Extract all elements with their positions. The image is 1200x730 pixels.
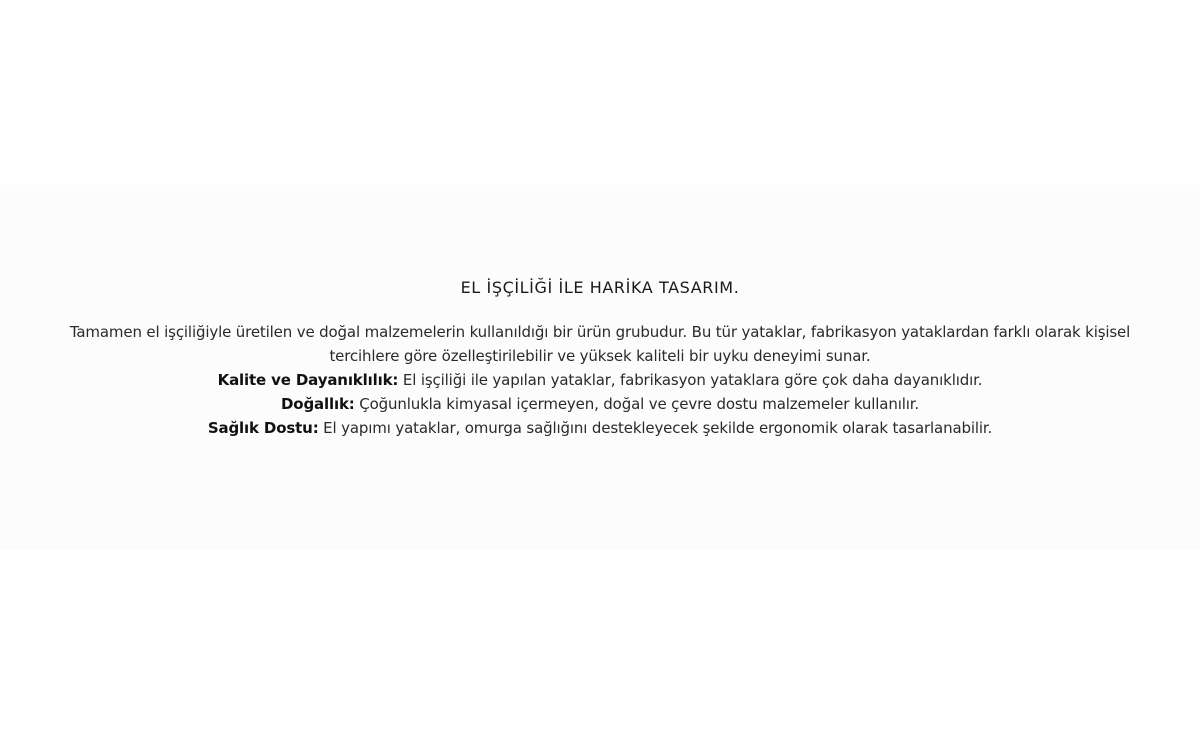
feature-naturalness-text: Çoğunlukla kimyasal içermeyen, doğal ve çevre dostu malzemeler kullanılır. — [354, 395, 920, 413]
feature-health — [45, 416, 1155, 440]
feature-health-label: Sağlık Dostu: — [207, 419, 319, 437]
feature-health-text: El yapımı yataklar, omurga sağlığını destekleyecek şekilde ergonomik olarak tasarlanabilir. — [318, 419, 993, 437]
feature-quality-text: El işçiliği ile yapılan yataklar, fabrikasyon yataklara göre çok daha dayanıklıdır. — [398, 371, 983, 389]
feature-naturalness-label: Doğallık: — [280, 395, 355, 413]
feature-quality-label: Kalite ve Dayanıklılık: — [217, 371, 399, 389]
section-title: EL İŞÇİLİĞİ İLE HARİKA TASARIM. — [460, 278, 740, 297]
feature-quality — [45, 368, 1155, 392]
intro-paragraph: Tamamen el işçiliğiyle üretilen ve doğal malzemelerin kullanıldığı bir ürün grubudur. Bu tür yataklar, fabrikasyon yataklardan farklı olarak kişisel tercihlere göre özelleştirilebilir ve yüksek kaliteli bir uyku deneyimi sunar. — [69, 323, 1131, 365]
content-section — [0, 276, 1200, 440]
description-block — [45, 320, 1155, 440]
feature-naturalness — [45, 392, 1155, 416]
